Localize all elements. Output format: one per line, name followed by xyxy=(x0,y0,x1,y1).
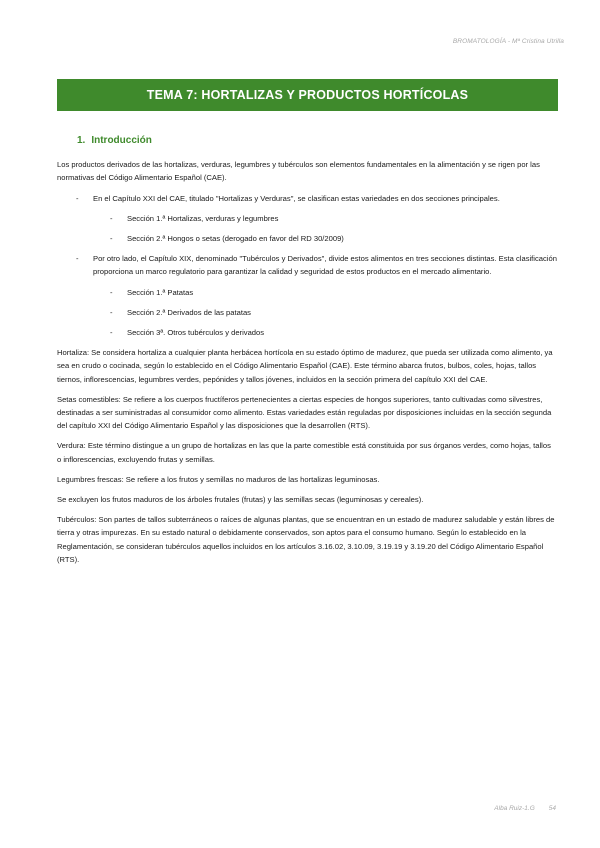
definition-setas: Setas comestibles: Se refiere a los cuerpos fructíferos pertenecientes a ciertas especies de hongos superiores, tanto cultivadas como silvestres, destinadas a ser suministradas al consumidor como alimento. Estas variedades están reguladas por disposiciones incluidas en la sección segunda del capítulo XXI del Código Alimentario Español y las disposiciones que la desarrollen (RTS). xyxy=(57,394,552,431)
page-header: BROMATOLOGÍA - Mª Cristina Utrilla xyxy=(452,38,564,45)
page-footer xyxy=(494,805,556,812)
page-number: 54 xyxy=(548,805,556,812)
list-item-text: En el Capítulo XXI del CAE, titulado "Hortalizas y Verduras", se clasifican estas variedades en dos secciones principales. xyxy=(93,193,500,203)
chapter-title: TEMA 7: HORTALIZAS Y PRODUCTOS HORTÍCOLAS xyxy=(146,88,469,102)
sub-list-item-text: Sección 1.ª Hortalizas, verduras y legumbres xyxy=(127,213,279,223)
sub-list-item xyxy=(110,212,557,225)
section-title: Introducción xyxy=(91,135,152,146)
definition-hortaliza: Hortaliza: Se considera hortaliza a cualquier planta herbácea hortícola en su estado óptimo de madurez, que pueda ser utilizada como alimento, ya sea en crudo o cocinada, según lo establecido en el Código Alimentario Español (CAE). Este término abarca frutos, bulbos, coles, hojas, tallos tiernos, inflorescencias, legumbres verdes, pepónides y tallos jóvenes, incluidos en la sección primera del capítulo XXI del CAE. xyxy=(57,348,553,384)
sub-bullet-marker: - xyxy=(110,234,113,244)
page-content xyxy=(57,134,557,573)
sub-list-item xyxy=(110,232,557,245)
list-item-text: Por otro lado, el Capítulo XIX, denominado "Tubérculos y Derivados", divide estos alimentos en tres secciones distintas. Esta clasificación proporciona un marco regulatorio para garantizar la calidad y seguridad de estos productos en el mercado alimentario. xyxy=(93,254,557,277)
sub-list-item xyxy=(110,286,557,299)
footer-author: Alba Ruiz-1.G xyxy=(494,805,535,812)
definition-verdura: Verdura: Este término distingue a un grupo de hortalizas en las que la parte comestible está constituida por sus órganos verdes, como hojas, tallos o inflorescencias, excluyendo frutas y semillas. xyxy=(57,441,551,464)
sub-list-item xyxy=(110,306,557,319)
sub-bullet-marker: - xyxy=(110,328,113,338)
bullet-marker: - xyxy=(76,193,79,203)
sub-list-item-text: Sección 2.ª Hongos o setas (derogado en favor del RD 30/2009) xyxy=(127,234,344,244)
list-item xyxy=(57,192,557,205)
intro-paragraph: Los productos derivados de las hortalizas, verduras, legumbres y tubérculos son elementos fundamentales en la alimentación y se rigen por las normativas del Código Alimentario Español (CAE). xyxy=(57,160,540,183)
sub-bullet-marker: - xyxy=(110,287,113,297)
sub-bullet-marker: - xyxy=(110,307,113,317)
list-item xyxy=(57,252,557,278)
bullet-marker: - xyxy=(76,254,79,264)
sub-list-item xyxy=(110,326,557,339)
sub-bullet-marker: - xyxy=(110,213,113,223)
section-number: 1. xyxy=(77,135,86,146)
definition-tuberculos: Tubérculos: Son partes de tallos subterráneos o raíces de algunas plantas, que se encuentran en un estado de madurez saludable y están libres de tierra y otras impurezas. En su estado natural o debidamente conservados, son aptos para el consumo humano. Según lo establecido en la Reglamentación, se consideran tubérculos aquellos incluidos en los artículos 3.16.02, 3.10.09, 3.19.19 y 3.19.20 del Código Alimentario Español (RTS). xyxy=(57,515,555,564)
sub-list-item-text: Sección 1.ª Patatas xyxy=(127,287,194,297)
definition-legumbres: Legumbres frescas: Se refiere a los frutos y semillas no maduros de las hortalizas leguminosas. xyxy=(57,474,380,484)
sub-list-item-text: Sección 3ª. Otros tubérculos y derivados xyxy=(127,328,265,338)
sub-list-item-text: Sección 2.ª Derivados de las patatas xyxy=(127,307,251,317)
section-heading xyxy=(77,134,557,147)
exclusion-note: Se excluyen los frutos maduros de los árboles frutales (frutas) y las semillas secas (leguminosas y cereales). xyxy=(57,495,424,505)
chapter-banner xyxy=(57,79,558,111)
